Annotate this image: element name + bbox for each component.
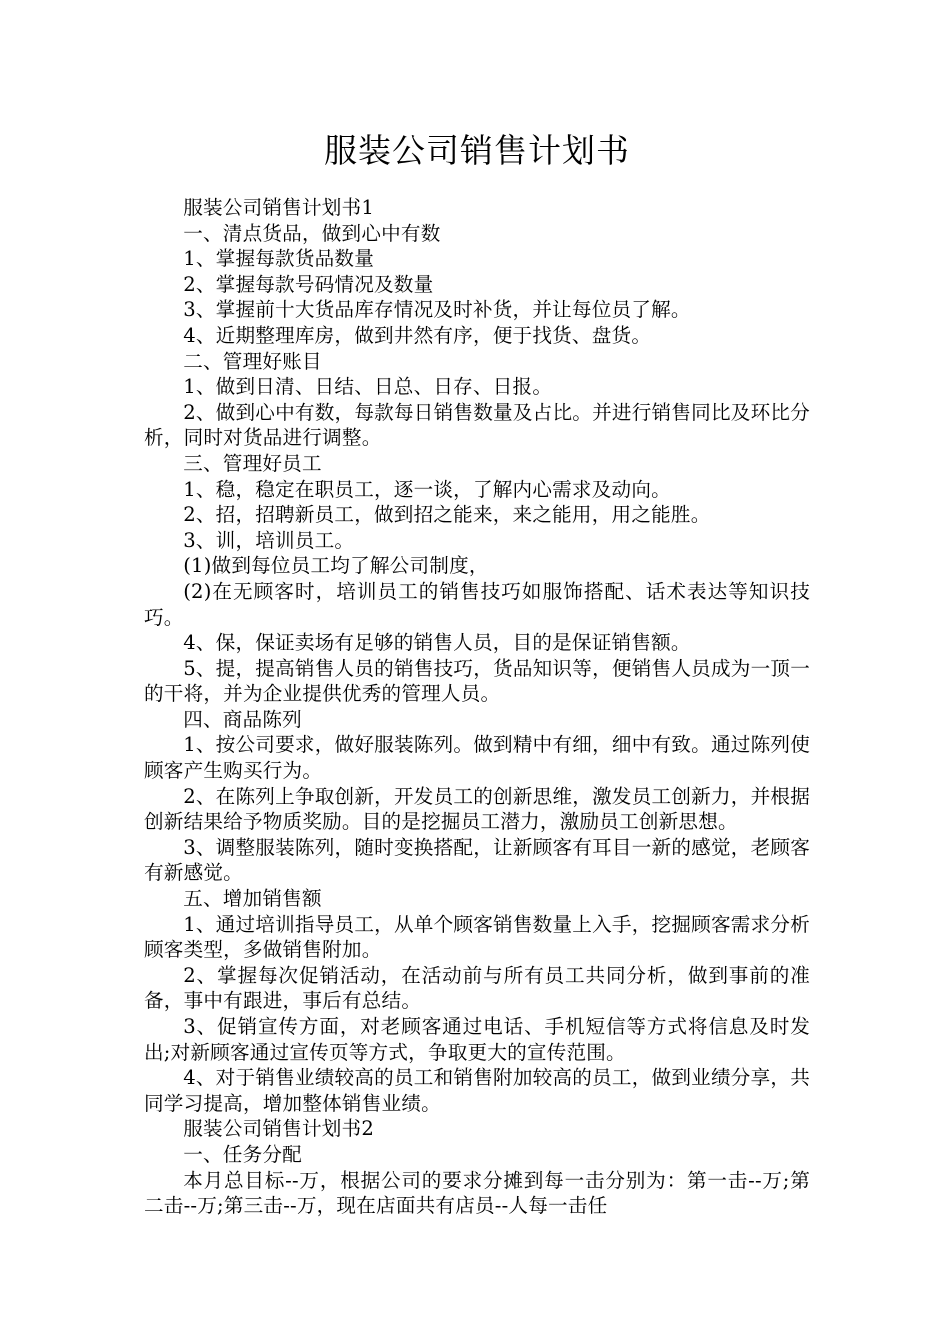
document-title: 服装公司销售计划书 <box>324 131 630 170</box>
paragraph: 1、掌握每款货品数量 <box>183 247 374 271</box>
paragraph: 1、按公司要求，做好服装陈列。做到精中有细，细中有致。通过陈列使顾客产生购买行为。 <box>144 733 810 783</box>
paragraph: 3、训，培训员工。 <box>183 528 355 552</box>
section-heading: 一、清点货品，做到心中有数 <box>183 221 441 245</box>
paragraph: 2、掌握每款号码情况及数量 <box>183 272 434 296</box>
paragraph: 2、掌握每次促销活动，在活动前与所有员工共同分析，做到事前的准备，事中有跟进，事后有总结。 <box>144 963 810 1013</box>
section-heading: 五、增加销售额 <box>183 887 322 911</box>
paragraph: 1、做到日清、日结、日总、日存、日报。 <box>183 375 553 399</box>
paragraph: 5、提，提高销售人员的销售技巧，货品知识等，便销售人员成为一顶一的干将，并为企业提供优秀的管理人员。 <box>144 656 810 706</box>
paragraph: 2、做到心中有数，每款每日销售数量及占比。并进行销售同比及环比分析，同时对货品进行调整。 <box>144 400 810 450</box>
document-body <box>144 195 810 1219</box>
document-page <box>144 124 810 1219</box>
paragraph: 1、稳，稳定在职员工，逐一谈，了解内心需求及动向。 <box>183 477 671 501</box>
paragraph: 3、掌握前十大货品库存情况及时补货，并让每位员了解。 <box>183 298 691 322</box>
paragraph: 2、招，招聘新员工，做到招之能来，来之能用，用之能胜。 <box>183 503 711 527</box>
paragraph: 本月总目标--万，根据公司的要求分摊到每一击分别为：第一击--万;第二击--万;第三击--万，现在店面共有店员--人每一击任 <box>144 1168 810 1218</box>
paragraph: 服装公司销售计划书2 <box>183 1117 374 1141</box>
section-heading: 三、管理好员工 <box>183 451 322 475</box>
section-heading: 二、管理好账目 <box>183 349 322 373</box>
paragraph: (2)在无顾客时，培训员工的销售技巧如服饰搭配、话术表达等知识技巧。 <box>144 579 810 629</box>
paragraph: 服装公司销售计划书1 <box>183 196 374 219</box>
paragraph: 4、对于销售业绩较高的员工和销售附加较高的员工，做到业绩分享，共同学习提高，增加整体销售业绩。 <box>144 1066 810 1115</box>
paragraph: 4、保，保证卖场有足够的销售人员，目的是保证销售额。 <box>183 631 691 655</box>
section-heading: 一、任务分配 <box>183 1142 302 1166</box>
paragraph: 1、通过培训指导员工，从单个顾客销售数量上入手，挖掘顾客需求分析顾客类型，多做销售附加。 <box>144 912 810 962</box>
paragraph: 4、近期整理库房，做到井然有序，便于找货、盘货。 <box>183 323 652 347</box>
paragraph: 3、促销宣传方面，对老顾客通过电话、手机短信等方式将信息及时发出;对新顾客通过宣传页等方式，争取更大的宣传范围。 <box>144 1015 810 1064</box>
paragraph: 3、调整服装陈列，随时变换搭配，让新顾客有耳目一新的感觉，老顾客有新感觉。 <box>144 835 810 885</box>
paragraph: (1)做到每位员工均了解公司制度， <box>183 554 489 578</box>
paragraph: 2、在陈列上争取创新，开发员工的创新思维，激发员工创新力，并根据创新结果给予物质奖励。目的是挖掘员工潜力，激励员工创新思想。 <box>144 784 810 834</box>
section-heading: 四、商品陈列 <box>183 707 302 731</box>
